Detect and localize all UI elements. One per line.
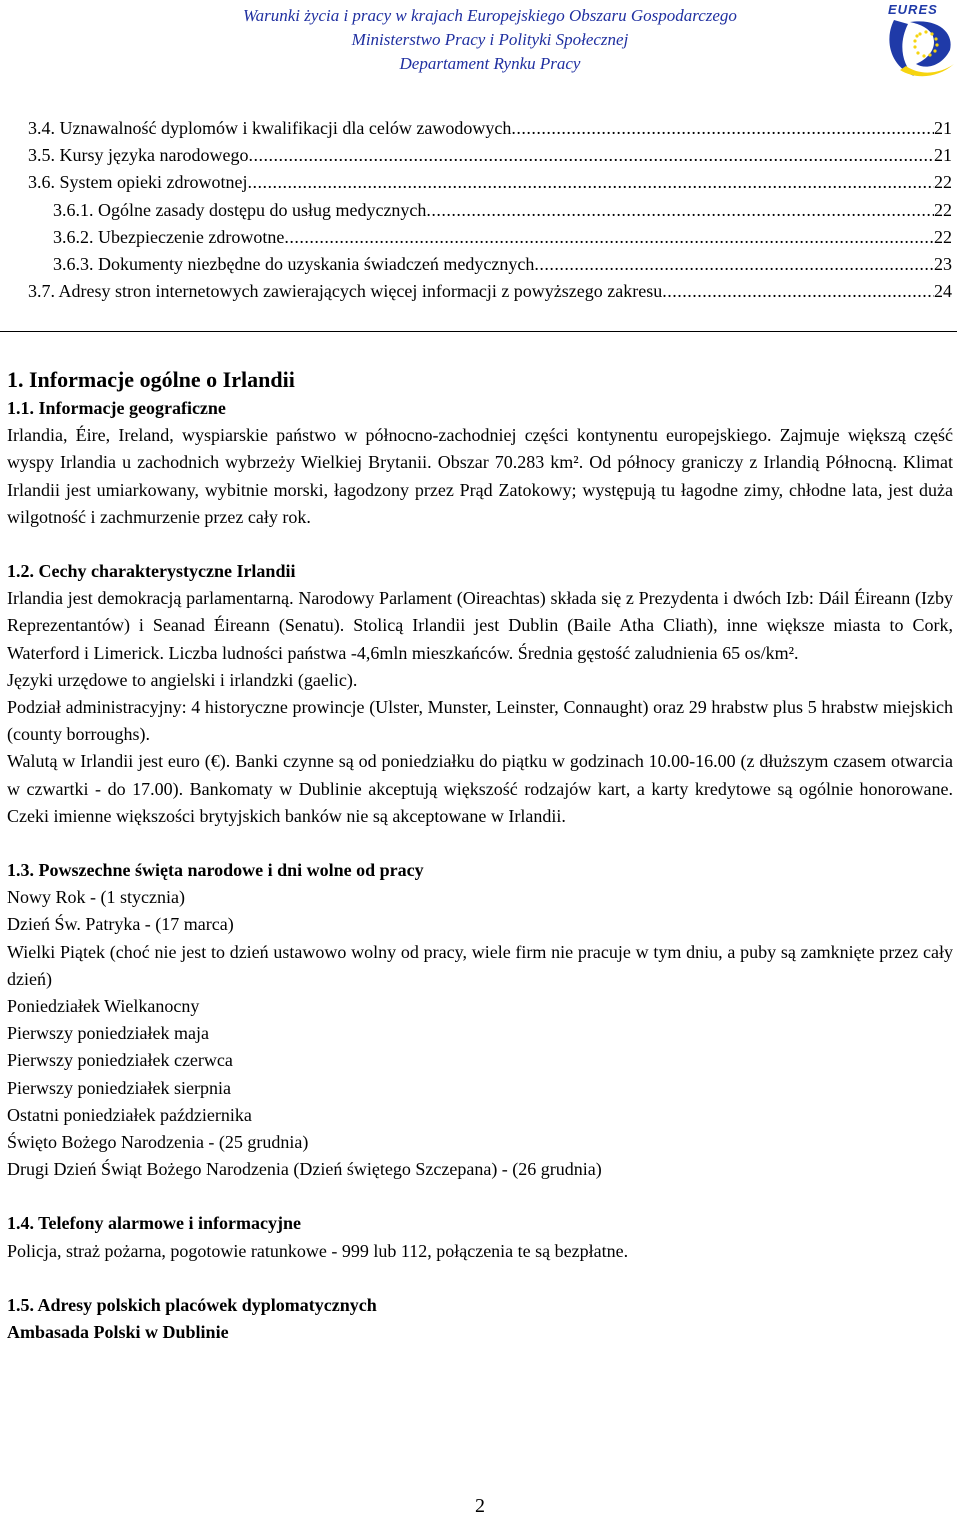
toc-entry-title: 3.7. Adresy stron internetowych zawierających więcej informacji z powyższego zakresu bbox=[28, 281, 663, 302]
toc-leader-dots bbox=[248, 142, 934, 169]
section-1-2-paragraph: Irlandia jest demokracją parlamentarną. Narodowy Parlament (Oireachtas) składa się z Prezydenta i dwóch Izb: Dáil Éireann (Izby Reprezentantów) i Seanad Éireann (Senatu). Stolicą Irlandii jest Dublin (Baile Atha Cliath), inne większe miasta to Cork, Waterford i Limerick. Liczba ludności państwa -4,6mln mieszkańców. Średnia gęstość zaludnienia 65 os/km². bbox=[7, 588, 953, 663]
header-line-1: Warunki życia i pracy w krajach Europejskiego Obszaru Gospodarczego bbox=[243, 6, 737, 25]
header-line-2: Ministerstwo Pracy i Polityki Społecznej bbox=[351, 30, 629, 49]
holiday-item: Nowy Rok - (1 stycznia) bbox=[7, 887, 185, 908]
toc-entry[interactable] bbox=[28, 142, 952, 169]
holiday-item: Dzień Św. Patryka - (17 marca) bbox=[7, 914, 234, 935]
header-line-3: Departament Rynku Pracy bbox=[399, 54, 581, 73]
toc-entry[interactable] bbox=[28, 169, 952, 196]
toc-entry-title: 3.5. Kursy języka narodowego bbox=[28, 145, 249, 166]
toc-entry-page: 24 bbox=[934, 281, 952, 302]
document-body bbox=[7, 364, 953, 1346]
holiday-item: Drugi Dzień Świąt Bożego Narodzenia (Dzień świętego Szczepana) - (26 grudnia) bbox=[7, 1159, 602, 1180]
table-of-contents bbox=[28, 115, 952, 305]
section-1-4-paragraph: Policja, straż pożarna, pogotowie ratunkowe - 999 lub 112, połączenia te są bezpłatne. bbox=[7, 1240, 629, 1261]
toc-entry[interactable] bbox=[28, 197, 952, 224]
toc-leader-dots bbox=[511, 115, 934, 142]
toc-entry-page: 22 bbox=[934, 226, 952, 247]
holiday-item: Wielki Piątek (choć nie jest to dzień ustawowo wolny od pracy, wiele firm nie pracuje w tym dniu, a puby są zamknięte przez cały dzień) bbox=[7, 941, 953, 989]
toc-entry[interactable] bbox=[28, 115, 952, 142]
toc-leader-dots bbox=[284, 224, 934, 251]
holiday-item: Ostatni poniedziałek października bbox=[7, 1104, 252, 1125]
eures-logo bbox=[880, 0, 958, 80]
toc-entry[interactable] bbox=[28, 224, 952, 251]
section-1-4-heading: 1.4. Telefony alarmowe i informacyjne bbox=[7, 1213, 301, 1234]
toc-leader-dots bbox=[426, 197, 934, 224]
page-header bbox=[0, 0, 960, 80]
section-1-5-heading: 1.5. Adresy polskich placówek dyplomatycznych bbox=[7, 1294, 377, 1315]
eures-logo-text: EURES bbox=[888, 2, 938, 17]
section-1-heading: 1. Informacje ogólne o Irlandii bbox=[7, 367, 295, 392]
section-1-2-paragraph: Walutą w Irlandii jest euro (€). Banki czynne są od poniedziałku do piątku w godzinach 10.00-16.00 (z dłuższym czasem otwarcia w czwartki - do 17.00). Bankomaty w Dublinie akceptują większość rodzajów kart, a karty kredytowe są ogólnie honorowane. Czeki imienne większości brytyjskich banków nie są akceptowane w Irlandii. bbox=[7, 751, 953, 826]
embassy-subheading: Ambasada Polski w Dublinie bbox=[7, 1322, 229, 1343]
toc-leader-dots bbox=[534, 251, 934, 278]
spacer bbox=[7, 1183, 953, 1210]
section-1-2-heading: 1.2. Cechy charakterystyczne Irlandii bbox=[7, 561, 296, 582]
toc-entry-page: 22 bbox=[934, 199, 952, 220]
section-1-3-heading: 1.3. Powszechne święta narodowe i dni wolne od pracy bbox=[7, 860, 424, 881]
toc-entry-page: 21 bbox=[934, 145, 952, 166]
spacer bbox=[7, 531, 953, 558]
toc-entry-page: 23 bbox=[934, 254, 952, 275]
toc-entry-title: 3.6.2. Ubezpieczenie zdrowotne bbox=[53, 226, 285, 247]
toc-entry[interactable] bbox=[28, 278, 952, 305]
toc-entry-title: 3.6.1. Ogólne zasady dostępu do usług medycznych bbox=[53, 199, 427, 220]
holiday-item: Pierwszy poniedziałek maja bbox=[7, 1023, 209, 1044]
section-divider bbox=[0, 331, 957, 332]
holiday-item: Pierwszy poniedziałek sierpnia bbox=[7, 1077, 231, 1098]
holiday-item: Święto Bożego Narodzenia - (25 grudnia) bbox=[7, 1132, 309, 1153]
toc-entry[interactable] bbox=[28, 251, 952, 278]
toc-leader-dots bbox=[247, 169, 934, 196]
spacer bbox=[7, 1265, 953, 1292]
holiday-item: Poniedziałek Wielkanocny bbox=[7, 996, 200, 1017]
section-1-1-heading: 1.1. Informacje geograficzne bbox=[7, 398, 226, 418]
toc-entry-page: 21 bbox=[934, 118, 952, 138]
toc-leader-dots bbox=[662, 278, 934, 305]
toc-entry-title: 3.4. Uznawalność dyplomów i kwalifikacji dla celów zawodowych bbox=[28, 118, 512, 138]
section-1-2-paragraph: Języki urzędowe to angielski i irlandzki (gaelic). bbox=[7, 669, 358, 690]
toc-entry-page: 22 bbox=[934, 172, 952, 193]
header-text bbox=[190, 4, 790, 76]
toc-entry-title: 3.6.3. Dokumenty niezbędne do uzyskania świadczeń medycznych bbox=[53, 254, 535, 275]
section-1-2-paragraph: Podział administracyjny: 4 historyczne prowincje (Ulster, Munster, Leinster, Connaught) oraz 29 hrabstw plus 5 hrabstw miejskich (county borroughs). bbox=[7, 697, 953, 745]
page-number: 2 bbox=[475, 1495, 485, 1517]
spacer bbox=[7, 830, 953, 857]
holiday-item: Pierwszy poniedziałek czerwca bbox=[7, 1050, 233, 1071]
toc-entry-title: 3.6. System opieki zdrowotnej bbox=[28, 172, 248, 193]
section-1-1-paragraph: Irlandia, Éire, Ireland, wyspiarskie państwo w północno-zachodniej części kontynentu europejskiego. Zajmuje większą część wyspy Irlandia u zachodnich wybrzeży Wielkiej Brytanii. Obszar 70.283 km². Od północy graniczy z Irlandią Północną. Klimat Irlandii jest umiarkowany, wybitnie morski, łagodzony przez Prąd Zatokowy; występują tu łagodne zimy, chłodne lata, jest duża wilgotność i zachmurzenie przez cały rok. bbox=[7, 425, 953, 527]
